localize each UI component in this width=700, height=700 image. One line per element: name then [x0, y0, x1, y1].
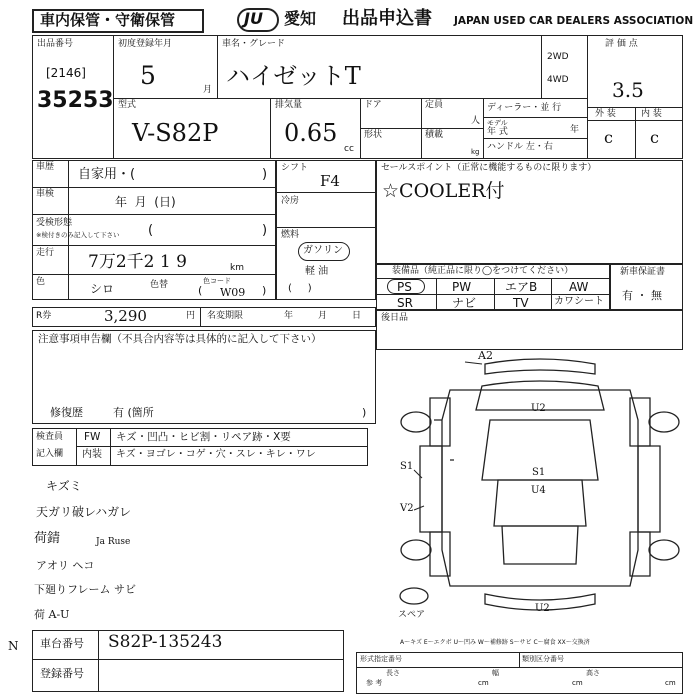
lot-label: 出品番号: [37, 39, 74, 49]
chassis-value: S82P-135243: [108, 632, 223, 652]
model-label: 型式: [118, 100, 137, 110]
color-label: 色: [36, 277, 46, 287]
door-label: ドア: [364, 100, 382, 110]
color-paren-open: (: [198, 284, 203, 297]
category-label: 類別区分番号: [522, 655, 564, 663]
after-label: 後日品: [381, 313, 409, 323]
width-unit: cm: [572, 679, 583, 687]
reception-note: ※検付きのみ記入して下さい: [36, 231, 120, 239]
type-cert-label: 形式指定番号: [360, 655, 402, 663]
warranty-value: 有 ・ 無: [622, 289, 662, 302]
form-subtitle: JAPAN USED CAR DEALERS ASSOCIATION: [454, 15, 694, 27]
chassis-label: 車台番号: [40, 637, 84, 650]
lot-number: 35253: [37, 88, 114, 113]
length-label: 長さ: [386, 669, 400, 677]
note-line-3: 荷錆: [34, 531, 61, 546]
inspector-row2-values: キズ・ヨゴレ・コゲ・穴・スレ・キレ・ワレ: [116, 449, 316, 460]
color-code-value: W09: [220, 286, 246, 299]
equip-label: 装備品（純正品に限り◯をつけてください）: [392, 266, 574, 276]
recycle-unit: 円: [186, 311, 196, 321]
cap-label: 定員: [425, 100, 444, 110]
note-line-6: 荷 A-U: [34, 608, 70, 621]
color-paren-close: ): [262, 284, 267, 297]
height-label: 高さ: [586, 669, 600, 677]
inspector-row1-values: キズ・凹凸・ヒビ割・リペア跡・X要: [116, 431, 291, 443]
drive-2wd: 2WD: [547, 52, 569, 62]
mileage-value: 7万2千2 1 9: [88, 252, 187, 272]
equip-sr: SR: [397, 296, 413, 310]
history-value: 自家用・(: [78, 167, 136, 182]
fuel-gasoline: ガソリン: [303, 245, 343, 256]
equip-airbag: エアB: [505, 280, 538, 294]
damage-legend: A〜キズ E〜エクボ U〜凹み W〜補修跡 S〜サビ C〜腐食 XX〜交換済: [400, 639, 590, 646]
shift-label: シフト: [281, 163, 309, 173]
equip-ps: PS: [397, 280, 412, 294]
color-change-label: 色替: [150, 280, 169, 290]
model-year-label-2: 年 式: [487, 127, 508, 137]
name-value: ハイゼットT: [226, 62, 361, 90]
damage-mark-v2: V2: [400, 503, 414, 514]
reception-paren-open: (: [148, 223, 154, 238]
shift-value: F4: [320, 172, 340, 190]
year-unit: 年: [570, 125, 580, 135]
equip-aw: AW: [569, 280, 589, 294]
damage-mark-u4: U4: [531, 485, 546, 496]
note-line-1: キズミ: [46, 479, 82, 493]
org-name: 愛知: [284, 9, 317, 28]
note-line-3b: Ja Ruse: [96, 537, 131, 547]
score-value: 3.5: [612, 78, 644, 102]
dealer-label: ディーラー・並 行: [487, 103, 562, 113]
damage-mark-u2-front: U2: [531, 403, 546, 414]
history-close: ): [262, 167, 268, 182]
repair-label: 修復歴: [50, 406, 83, 419]
fuel-other: ( ): [288, 283, 312, 294]
ext-value: c: [604, 128, 613, 147]
disp-value: 0.65: [284, 119, 338, 147]
name-change-month: 月: [318, 311, 328, 321]
damage-mark-a2: A2: [478, 349, 493, 362]
reception-label: 受検形態: [36, 218, 73, 228]
int-value: c: [650, 128, 659, 147]
name-change-day: 日: [352, 311, 362, 321]
length-unit: cm: [478, 679, 489, 687]
mileage-unit: km: [230, 263, 244, 273]
int-label: 内 装: [641, 109, 662, 119]
equip-seat: カワシート: [554, 296, 604, 307]
fuel-label: 燃料: [281, 230, 300, 240]
name-label: 車名・グレード: [222, 39, 286, 49]
note-line-4: アオリ ヘコ: [36, 559, 95, 572]
ext-label: 外 装: [595, 109, 616, 119]
name-change-label: 名変期限: [207, 311, 244, 321]
logo-mark: JU: [244, 9, 263, 28]
inspection-label: 車検: [36, 189, 55, 199]
note-line-2: 天ガリ破レハガレ: [36, 505, 132, 519]
damage-mark-s1-side: S1: [400, 461, 414, 472]
reg-label: 初度登録年月: [118, 39, 173, 49]
width-label: 幅: [492, 669, 499, 677]
damage-mark-u2-rear: U2: [535, 603, 550, 614]
color-code-label: 色コード: [203, 277, 231, 285]
reg-unit: 月: [203, 85, 213, 95]
note-line-5: 下廻りフレーム サビ: [34, 583, 137, 596]
equip-tv: TV: [513, 296, 529, 310]
top-block: [32, 35, 683, 159]
reception-paren-close: ): [262, 223, 268, 238]
inspection-value: 年 月 (日): [115, 195, 176, 209]
inspector-row1-label: FW: [84, 431, 101, 443]
inspector-label-2: 記入欄: [36, 449, 64, 459]
spare-label: スペア: [398, 610, 426, 620]
score-label: 評 価 点: [605, 39, 638, 49]
mileage-label: 走行: [36, 248, 55, 258]
model-value: V-S82P: [132, 119, 219, 147]
cap-unit: 人: [471, 116, 481, 126]
shape-label: 形状: [364, 130, 383, 140]
storage-badge-text: 車内保管・守衛保管: [40, 11, 176, 29]
recycle-label: R券: [36, 311, 52, 321]
sales-label: セールスポイント（正常に機能するものに限ります）: [381, 163, 597, 173]
reg-no-label: 登録番号: [40, 667, 84, 680]
repair-value: 有 (箇所: [113, 406, 154, 419]
height-unit: cm: [665, 679, 676, 687]
disp-label: 排気量: [275, 100, 303, 110]
load-unit: kg: [471, 148, 480, 156]
ref-label: 参 考: [366, 679, 383, 687]
cooler-label: 冷房: [281, 196, 300, 206]
inspector-row2-label: 内装: [82, 449, 102, 460]
side-mark: N: [8, 639, 19, 653]
equip-navi: ナビ: [452, 296, 477, 310]
lot-sub: [2146]: [46, 66, 86, 80]
sales-point-block: [376, 160, 683, 264]
form-title: 出品申込書: [342, 8, 432, 29]
handle-label: ハンドル 左・右: [487, 142, 553, 152]
inspector-label-1: 検査員: [36, 432, 64, 442]
sales-value: ☆COOLER付: [382, 180, 505, 202]
disp-unit: cc: [344, 144, 354, 154]
fuel-diesel: 軽 油: [305, 266, 329, 277]
history-label: 車歴: [36, 162, 55, 172]
recycle-value: 3,290: [104, 307, 147, 325]
equip-pw: PW: [452, 280, 472, 294]
warranty-label: 新車保証書: [620, 267, 666, 277]
color-value: シロ: [90, 282, 115, 296]
after-date-block: [376, 310, 683, 350]
name-change-year: 年: [284, 311, 294, 321]
repair-close: ): [362, 406, 367, 419]
load-label: 積載: [425, 130, 444, 140]
notes-title: 注意事項申告欄（不具合内容等は具体的に記入して下さい）: [38, 333, 322, 345]
damage-mark-s1-bed: S1: [532, 467, 546, 478]
model-year-label-1: モデル: [487, 119, 508, 127]
reg-value: 5: [140, 61, 156, 90]
drive-4wd: 4WD: [547, 75, 569, 85]
